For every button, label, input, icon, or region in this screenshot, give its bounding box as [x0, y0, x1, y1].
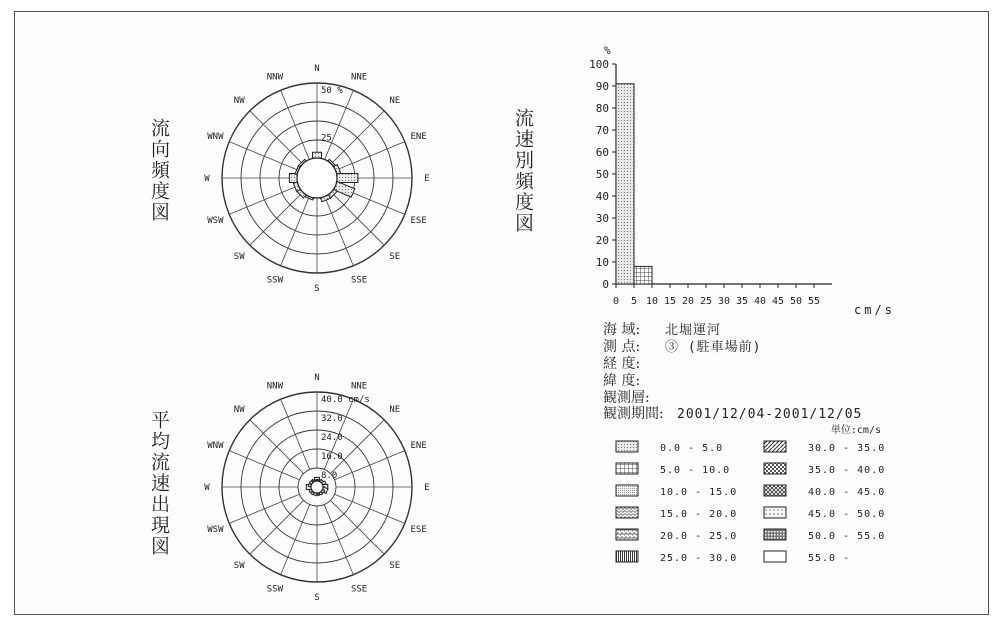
- bar-x-tick-label: 50: [789, 296, 803, 307]
- legend-swatch-10: [764, 529, 786, 540]
- rose-spoke: [330, 191, 384, 245]
- rose-spoke: [335, 142, 405, 171]
- bar-x-tick-label: 15: [663, 296, 677, 307]
- rose-spoke: [330, 500, 384, 554]
- legend-swatch-2: [616, 485, 638, 496]
- rose-direction-label-ese: ESE: [410, 525, 427, 536]
- bar-y-unit: %: [604, 44, 611, 57]
- rose-spoke: [324, 505, 353, 575]
- legend-swatch-5: [616, 551, 638, 562]
- rose-spoke: [229, 142, 299, 171]
- bar-0-5: [616, 84, 634, 284]
- rose-spoke: [250, 420, 304, 474]
- direction-frequency-label: 流向頻度図: [148, 118, 170, 223]
- rose-direction-label-wsw: WSW: [207, 216, 224, 227]
- mean-speed-rose: [204, 373, 429, 603]
- rose-direction-label-w: W: [204, 483, 210, 493]
- rose-direction-label-sse: SSE: [350, 275, 368, 286]
- legend-range-11: 55.0 -: [808, 553, 851, 564]
- legend-swatch-9: [764, 507, 786, 518]
- legend-range-4: 20.0 - 25.0: [660, 531, 738, 542]
- rose-direction-label-e: E: [424, 174, 430, 184]
- rose-direction-label-se: SE: [389, 560, 401, 571]
- rose-radial-label: 40.0 cm/s: [321, 395, 370, 405]
- rose-direction-label-e: E: [424, 483, 430, 493]
- bar-y-tick-label: 80: [595, 102, 609, 115]
- info-period: [603, 403, 862, 423]
- rose-direction-label-ne: NE: [389, 405, 401, 416]
- latitude-label: 緯 度:: [603, 373, 641, 389]
- rose-spoke: [229, 451, 299, 480]
- rose-spoke: [250, 111, 304, 165]
- legend-range-0: 0.0 - 5.0: [660, 443, 724, 454]
- bar-y-tick-label: 30: [595, 212, 609, 225]
- bar-x-tick-label: 35: [735, 296, 749, 307]
- rose-spoke: [229, 185, 299, 214]
- rose-spoke: [330, 420, 384, 474]
- speed-frequency-bar-chart: [589, 44, 895, 317]
- legend-unit: 単位:cm/s: [830, 425, 881, 436]
- legend-swatch-11: [764, 551, 786, 562]
- rose-petal-n: [313, 152, 322, 158]
- rose-hub: [311, 481, 323, 493]
- bar-y-tick-label: 70: [595, 124, 609, 137]
- rose-radial-label: 24.0: [321, 433, 343, 443]
- bar-y-tick-label: 100: [589, 58, 609, 71]
- bar-y-tick-label: 20: [595, 234, 609, 247]
- rose-direction-label-nnw: NNW: [266, 381, 284, 392]
- bar-x-tick-label: 10: [645, 296, 659, 307]
- bar-x-tick-label: 20: [681, 296, 695, 307]
- rose-radial-label: 25: [321, 133, 332, 144]
- rose-direction-label-s: S: [314, 593, 320, 603]
- rose-spoke: [229, 494, 299, 523]
- rose-petal-ese: [334, 182, 355, 198]
- rose-direction-label-nw: NW: [233, 405, 245, 416]
- period-label: 観測期間:: [603, 406, 664, 422]
- bar-x-tick-label: 5: [630, 296, 638, 307]
- longitude-label: 経 度:: [603, 356, 641, 372]
- rose-direction-label-nne: NNE: [350, 381, 368, 392]
- rose-spoke: [335, 494, 405, 523]
- rose-radial-label: 50 %: [321, 86, 343, 96]
- rose-radial-label: 32.0: [321, 414, 343, 424]
- bar-x-unit: cm/s: [854, 303, 895, 317]
- rose-direction-label-wsw: WSW: [207, 525, 224, 536]
- rose-direction-label-nne: NNE: [350, 72, 368, 83]
- rose-radial-label: 8.0: [321, 471, 338, 481]
- rose-direction-label-s: S: [314, 284, 320, 294]
- rose-direction-label-ene: ENE: [410, 131, 427, 142]
- legend-range-8: 40.0 - 45.0: [808, 487, 886, 498]
- bar-y-tick-label: 60: [595, 146, 609, 159]
- legend-swatch-7: [764, 463, 786, 474]
- bar-x-tick-label: 0: [612, 296, 620, 307]
- rose-spoke: [281, 399, 310, 469]
- legend-swatch-6: [764, 441, 786, 452]
- rose-spoke: [250, 191, 304, 245]
- station-value: ③ (駐車場前): [665, 340, 762, 355]
- rose-direction-label-ssw: SSW: [266, 275, 284, 286]
- rose-direction-label-sw: SW: [233, 560, 245, 571]
- bar-x-tick-label: 30: [717, 296, 731, 307]
- rose-direction-label-nnw: NNW: [266, 72, 284, 83]
- bar-y-tick-label: 10: [595, 256, 609, 269]
- legend-swatch-1: [616, 463, 638, 474]
- legend-swatch-8: [764, 485, 786, 496]
- sea-area-label: 海 域:: [603, 322, 641, 338]
- bar-x-tick-label: 45: [771, 296, 785, 307]
- rose-radial-label: 16.0: [321, 452, 343, 462]
- rose-spoke: [330, 111, 384, 165]
- rose-spoke: [281, 90, 310, 160]
- layer-label: 観測層:: [603, 390, 650, 406]
- bar-x-tick-label: 25: [699, 296, 713, 307]
- legend-range-10: 50.0 - 55.0: [808, 531, 886, 542]
- rose-direction-label-ene: ENE: [410, 440, 427, 451]
- legend-range-2: 10.0 - 15.0: [660, 487, 738, 498]
- direction-frequency-rose: [204, 64, 429, 294]
- rose-spoke: [281, 196, 310, 266]
- rose-spoke: [324, 196, 353, 266]
- rose-direction-label-sw: SW: [233, 251, 245, 262]
- rose-direction-label-w: W: [204, 174, 210, 184]
- legend-swatch-4: [616, 529, 638, 540]
- speed-frequency-label: 流速別頻度図: [512, 108, 534, 234]
- rose-spoke: [335, 451, 405, 480]
- rose-direction-label-sse: SSE: [350, 584, 368, 595]
- bar-x-tick-label: 40: [753, 296, 767, 307]
- bar-y-tick-label: 40: [595, 190, 609, 203]
- legend-range-5: 25.0 - 30.0: [660, 553, 738, 564]
- bar-y-tick-label: 90: [595, 80, 609, 93]
- rose-hub: [297, 158, 337, 198]
- rose-direction-label-wnw: WNW: [207, 440, 224, 451]
- legend-swatch-3: [616, 507, 638, 518]
- rose-direction-label-nw: NW: [233, 96, 245, 107]
- rose-direction-label-n: N: [314, 64, 320, 74]
- rose-spoke: [324, 90, 353, 160]
- bar-5-10: [634, 266, 652, 284]
- mean-speed-label: 平均流速出現図: [148, 410, 170, 557]
- legend-range-9: 45.0 - 50.0: [808, 509, 886, 520]
- rose-direction-label-ne: NE: [389, 96, 401, 107]
- legend-range-1: 5.0 - 10.0: [660, 465, 731, 476]
- legend-range-7: 35.0 - 40.0: [808, 465, 886, 476]
- rose-spoke: [281, 505, 310, 575]
- legend-range-6: 30.0 - 35.0: [808, 443, 886, 454]
- sea-area-value: 北堀運河: [665, 323, 722, 338]
- rose-direction-label-ssw: SSW: [266, 584, 284, 595]
- rose-petal-w: [289, 174, 297, 183]
- bar-y-tick-label: 50: [595, 168, 609, 181]
- rose-direction-label-se: SE: [389, 251, 401, 262]
- legend-swatch-0: [616, 441, 638, 452]
- rose-direction-label-ese: ESE: [410, 216, 427, 227]
- rose-petal-e: [337, 174, 358, 183]
- rose-spoke: [250, 500, 304, 554]
- station-label: 測 点:: [603, 339, 641, 355]
- legend-range-3: 15.0 - 20.0: [660, 509, 738, 520]
- speed-legend: [616, 423, 885, 564]
- bar-y-tick-label: 0: [602, 278, 609, 291]
- period-value: 2001/12/04-2001/12/05: [677, 407, 863, 422]
- bar-x-tick-label: 55: [807, 296, 821, 307]
- rose-direction-label-n: N: [314, 373, 320, 383]
- rose-direction-label-wnw: WNW: [207, 131, 224, 142]
